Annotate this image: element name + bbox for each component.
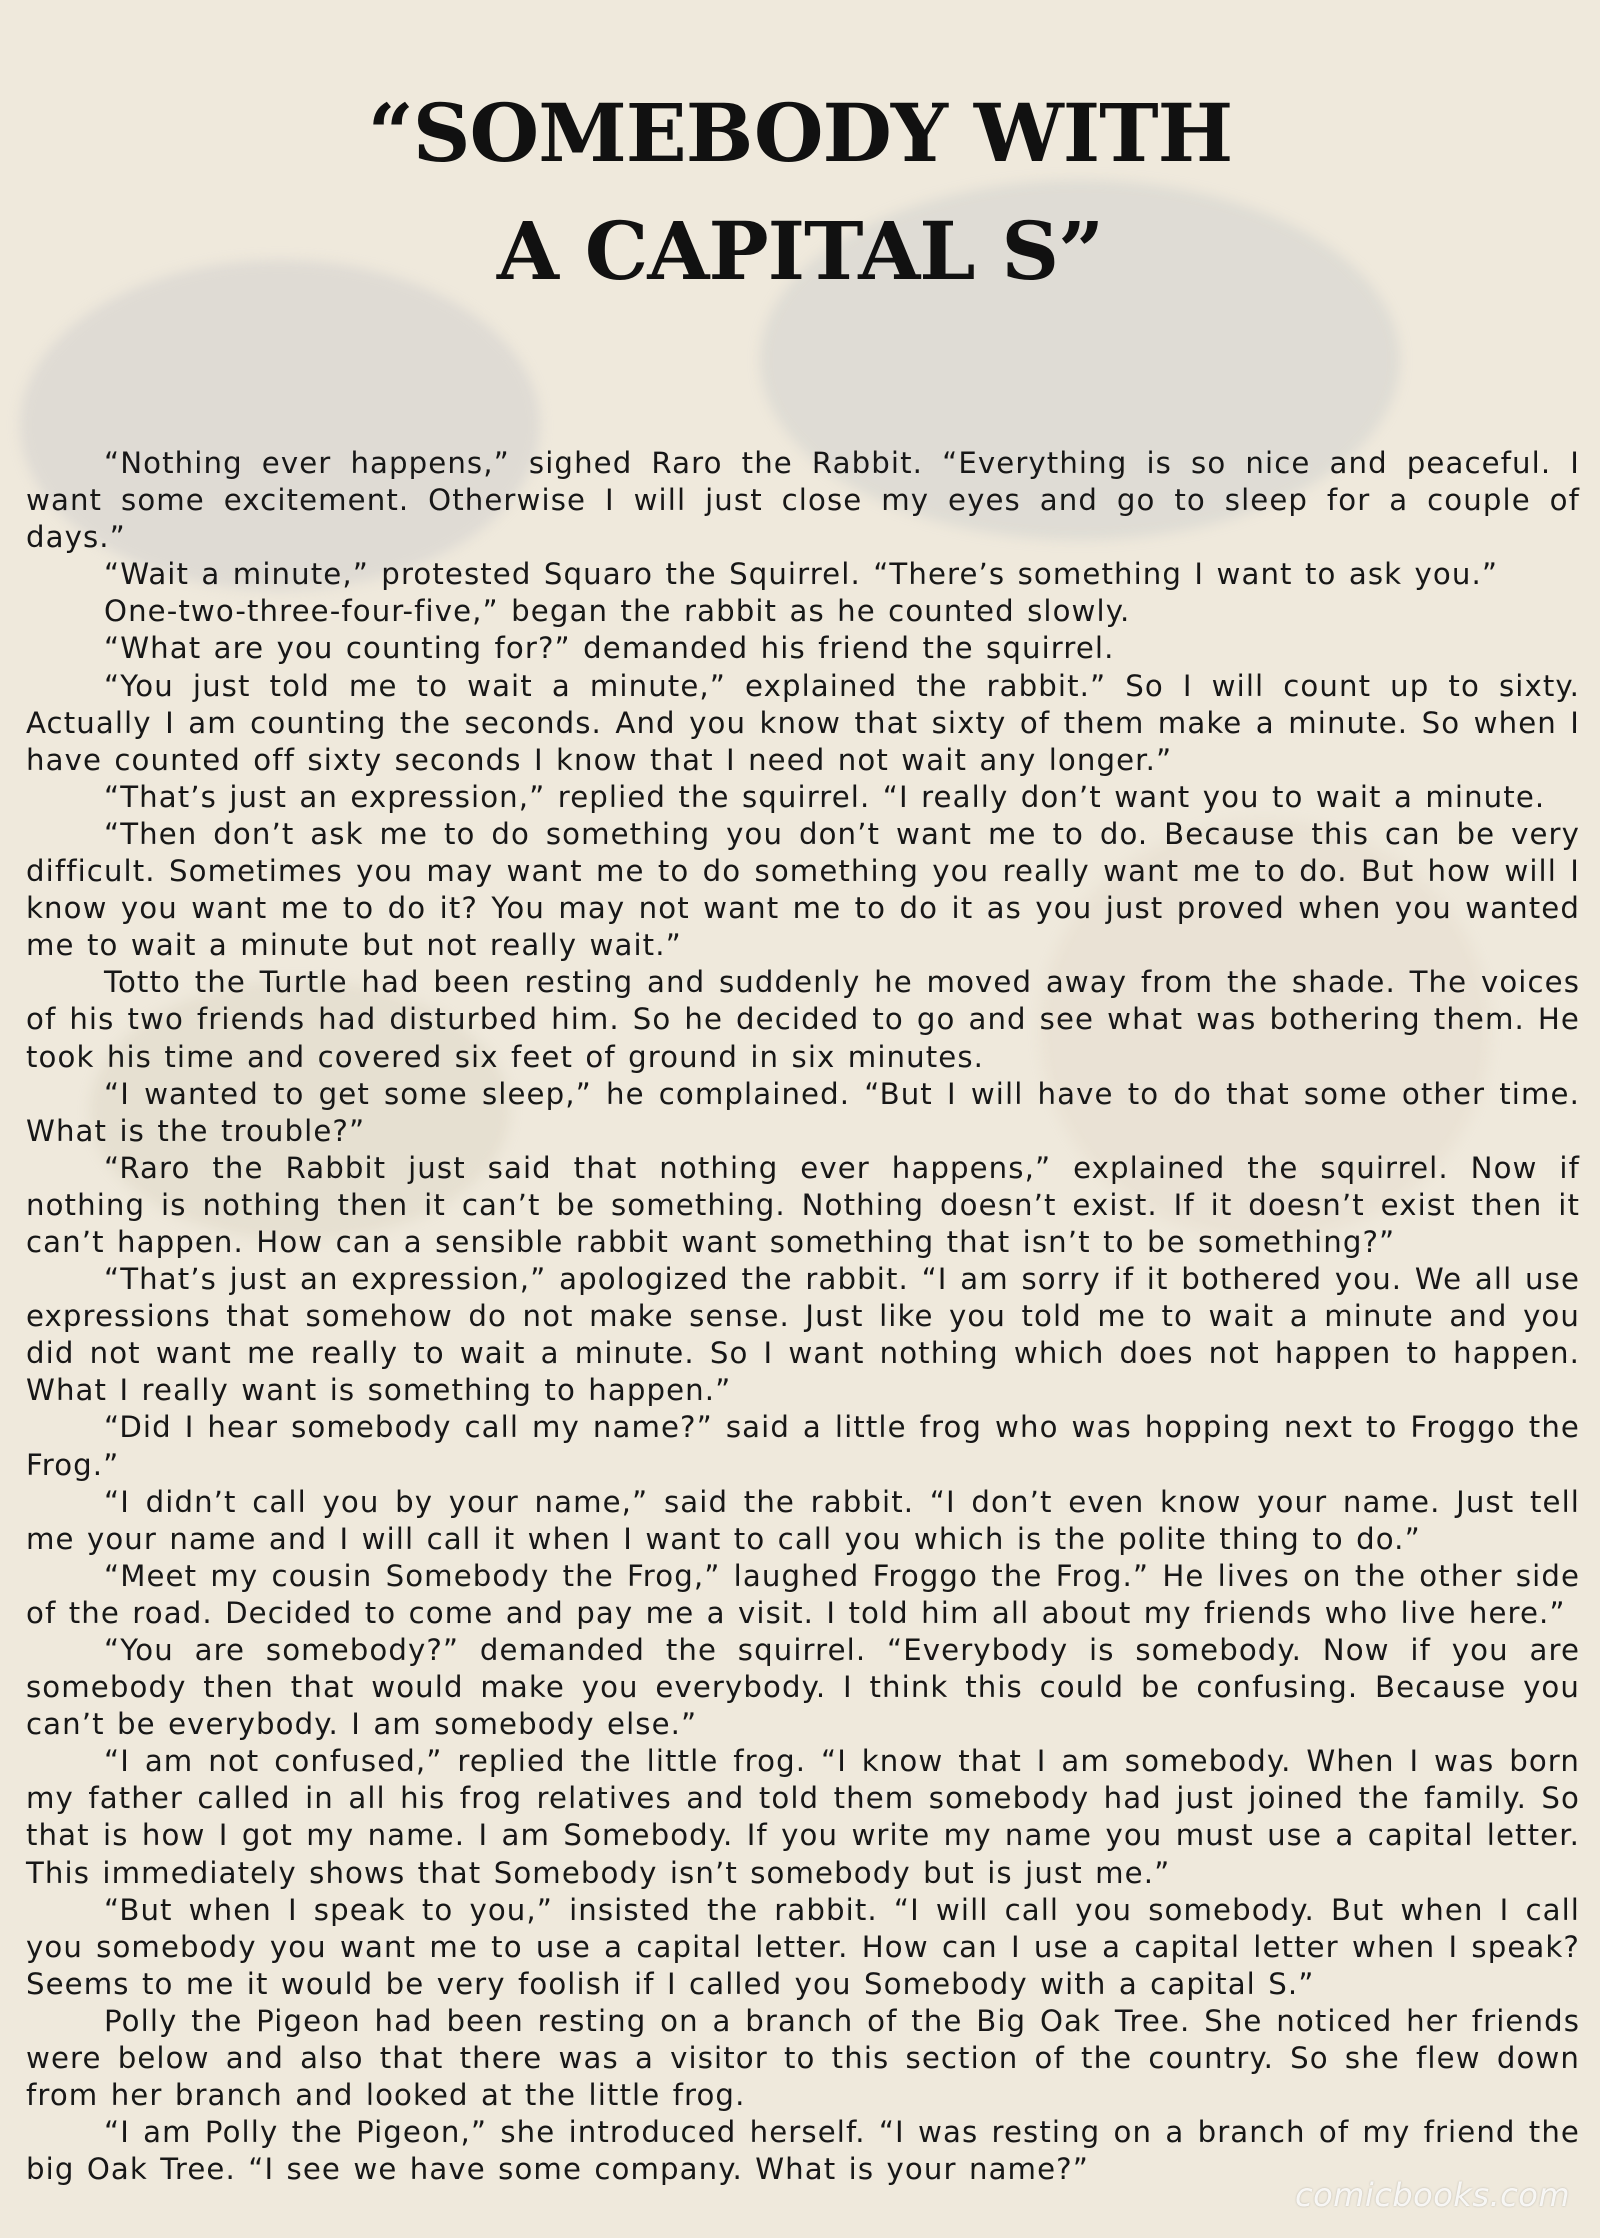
story-paragraph: “What are you counting for?” demanded his friend the squirrel. (104, 631, 1115, 666)
story-paragraph: “Did I hear somebody call my name?” said a little frog who was hopping next to Froggo the Frog.” (26, 1410, 1580, 1482)
story-paragraph: “Raro the Rabbit just said that nothing ever happens,” explained the squirrel. Now if nothing is nothing then it can’t be something. Nothing doesn’t exist. If it doesn’t exist then it can’t happen. How can a sensible rabbit want something that isn’t to be something?” (26, 1150, 1580, 1259)
story-paragraph: One-two-three-four-five,” began the rabbit as he counted slowly. (104, 594, 1131, 629)
site-watermark: comicbooks.com (1294, 2176, 1570, 2214)
story-paragraph: Polly the Pigeon had been resting on a branch of the Big Oak Tree. She noticed her friends were below and also that there was a visitor to this section of the country. So she flew down from her branch and looked at the little frog. (26, 2003, 1580, 2113)
story-body (26, 445, 1580, 2188)
story-paragraph: “You are somebody?” demanded the squirrel. “Everybody is somebody. Now if you are somebody then that would make you everybody. I think this could be confusing. Because you can’t be everybody. I am somebody else.” (26, 1633, 1580, 1742)
story-paragraph: “Meet my cousin Somebody the Frog,” laughed Froggo the Frog.” He lives on the other side of the road. Decided to come and pay me a visit. I told him all about my friends who live here.” (26, 1558, 1580, 1630)
story-paragraph: “Nothing ever happens,” sighed Raro the Rabbit. “Everything is so nice and peaceful. I want some excitement. Otherwise I will just close my eyes and go to sleep for a couple of days.” (26, 446, 1580, 555)
story-paragraph: “But when I speak to you,” insisted the rabbit. “I will call you somebody. But when I call you somebody you want me to use a capital letter. How can I use a capital letter when I speak? Seems to me it would be very foolish if I called you Somebody with a capital S.” (26, 1892, 1580, 2001)
story-paragraph: “Wait a minute,” protested Squaro the Squirrel. “There’s something I want to ask you.” (104, 557, 1499, 592)
story-paragraph: “That’s just an expression,” apologized the rabbit. “I am sorry if it bothered you. We all use expressions that somehow do not make sense. Just like you told me to wait a minute and you did not want me really to wait a minute. So I want nothing which does not happen to happen. What I really want is something to happen.” (26, 1262, 1580, 1408)
story-paragraph: Totto the Turtle had been resting and suddenly he moved away from the shade. The voices of his two friends had disturbed him. So he decided to go and see what was bothering them. He took his time and covered six feet of ground in six minutes. (26, 965, 1580, 1074)
story-paragraph: “Then don’t ask me to do something you don’t want me to do. Because this can be very difficult. Sometimes you may want me to do something you really want me to do. But how will I know you want me to do it? You may not want me to do it as you just proved when you wanted me to wait a minute but not really wait.” (26, 816, 1580, 963)
story-title-line: A CAPITAL S” (496, 203, 1104, 298)
story-paragraph: “I didn’t call you by your name,” said the rabbit. “I don’t even know your name. Just tell me your name and I will call it when I want to call you which is the polite thing to do.” (26, 1484, 1580, 1556)
story-title-line: “SOMEBODY WITH (367, 85, 1233, 180)
story-paragraph: “That’s just an expression,” replied the squirrel. “I really don’t want you to wait a minute. (104, 779, 1546, 814)
story-paragraph: “I wanted to get some sleep,” he complained. “But I will have to do that some other time. What is the trouble?” (26, 1076, 1580, 1148)
story-paragraph: “I am Polly the Pigeon,” she introduced herself. “I was resting on a branch of my friend the big Oak Tree. “I see we have some company. What is your name?” (26, 2115, 1580, 2187)
story-title (0, 74, 1600, 310)
story-paragraph: “I am not confused,” replied the little frog. “I know that I am somebody. When I was born my father called in all his frog relatives and told them somebody had just joined the family. So that is how I got my name. I am Somebody. If you write my name you must use a capital letter. This immediately shows that Somebody isn’t somebody but is just me.” (26, 1744, 1580, 1890)
story-paragraph: “You just told me to wait a minute,” explained the rabbit.” So I will count up to sixty. Actually I am counting the seconds. And you know that sixty of them make a minute. So when I have counted off sixty seconds I know that I need not wait any longer.” (26, 668, 1580, 777)
